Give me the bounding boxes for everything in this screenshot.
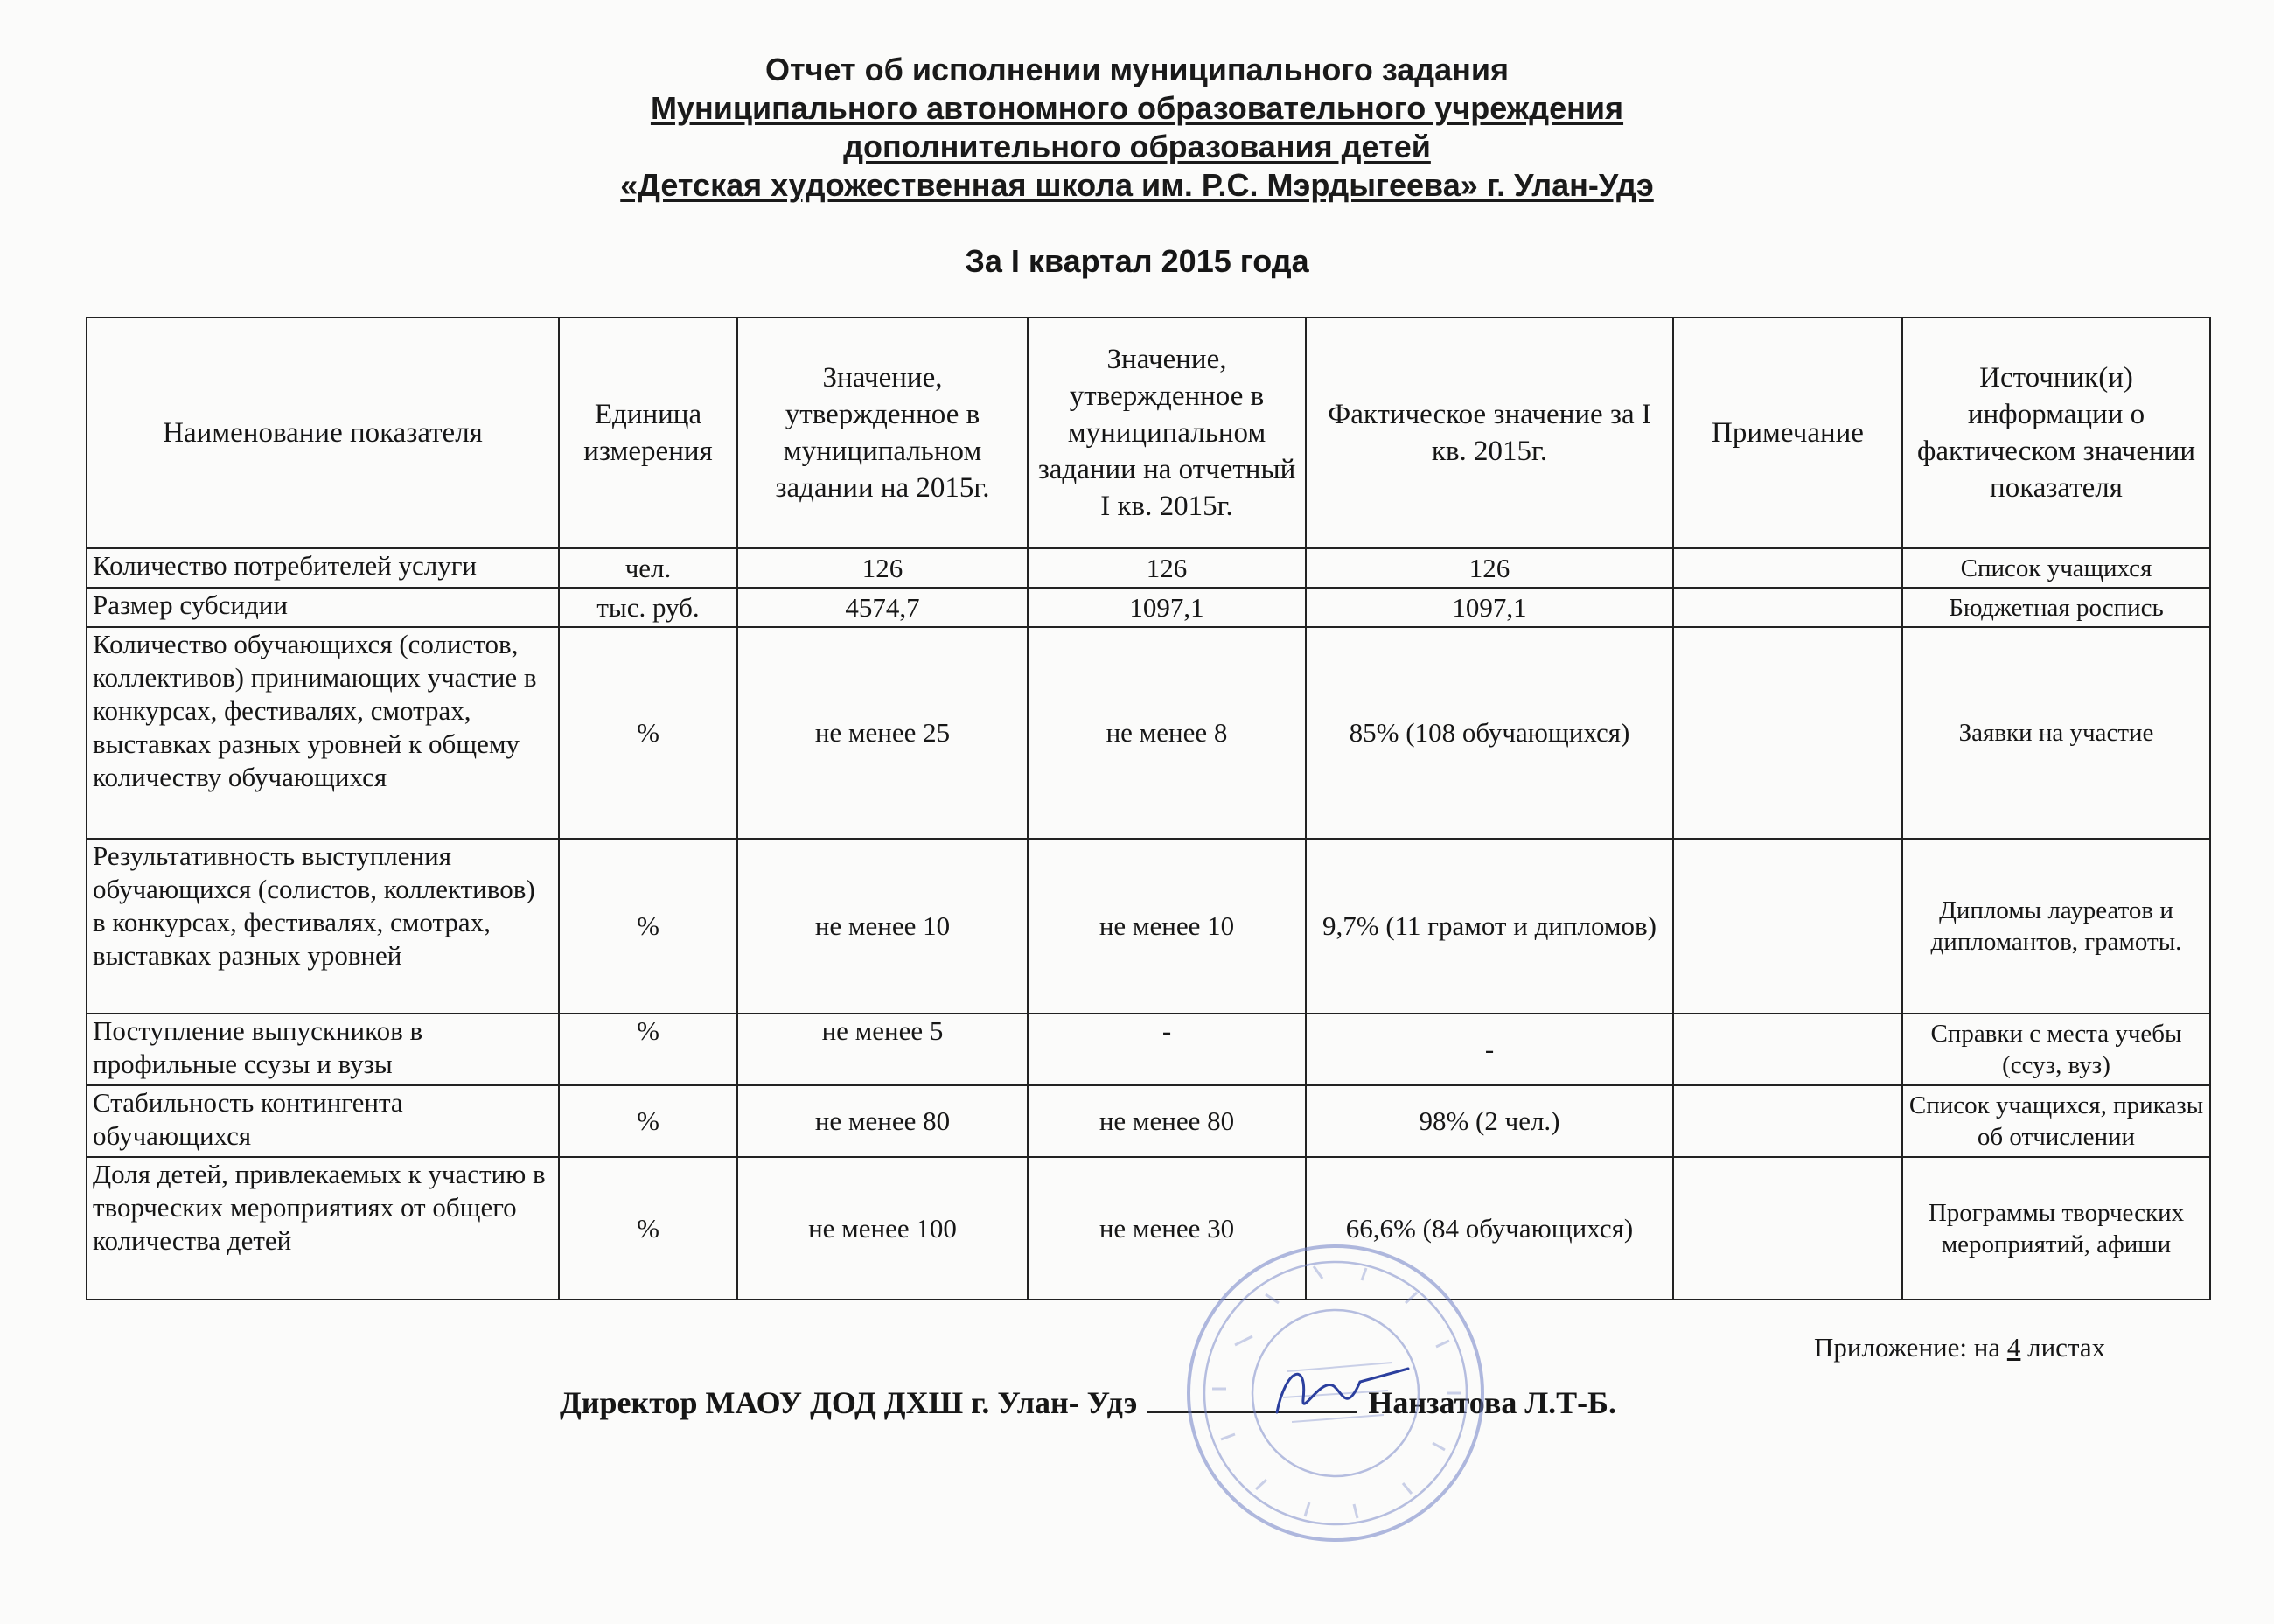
cell-name: Доля детей, привлекаемых к участию в творческих мероприятиях от общего количества детей [87,1157,559,1300]
cell-year: не менее 100 [737,1157,1028,1300]
cell-note [1673,1014,1902,1085]
report-period: За I квартал 2015 года [965,243,1309,279]
cell-source: Дипломы лауреатов и дипломантов, грамоты. [1902,839,2210,1014]
title-line-1: Отчет об исполнении муниципального задания [764,52,1510,87]
col-header-name: Наименование показателя [87,317,559,548]
cell-unit: % [559,627,737,839]
col-header-year-value: Значение, утвержденное в муниципальном задании на 2015г. [737,317,1028,548]
cell-quarter: 1097,1 [1028,588,1306,627]
cell-note [1673,548,1902,588]
cell-note [1673,588,1902,627]
cell-quarter: не менее 80 [1028,1085,1306,1157]
cell-note [1673,1157,1902,1300]
cell-quarter: не менее 10 [1028,839,1306,1014]
cell-actual: - [1306,1014,1673,1085]
cell-name: Размер субсидии [87,588,559,627]
cell-actual: 9,7% (11 грамот и дипломов) [1306,839,1673,1014]
col-header-quarter-value: Значение, утвержденное в муниципальном задании на отчетный I кв. 2015г. [1028,317,1306,548]
cell-unit: % [559,1014,737,1085]
title-line-3: дополнительного образования детей [843,129,1431,164]
appendix-prefix: Приложение: на [1814,1332,2007,1363]
cell-note [1673,627,1902,839]
cell-name: Результативность выступления обучающихся (солистов, коллективов) в конкурсах, фестивалях, смотрах, выставках разных уровней [87,839,559,1014]
cell-actual: 1097,1 [1306,588,1673,627]
table-row [87,1157,2210,1300]
cell-quarter: 126 [1028,548,1306,588]
cell-name: Количество обучающихся (солистов, коллективов) принимающих участие в конкурсах, фестивалях, смотрах, выставках разных уровней к общему количеству обучающихся [87,627,559,839]
col-header-unit: Единица измерения [559,317,737,548]
indicators-table [86,317,2211,1300]
cell-note [1673,839,1902,1014]
table-row [87,588,2210,627]
cell-year: 126 [737,548,1028,588]
table-row [87,839,2210,1014]
report-title [0,51,2274,205]
cell-quarter: - [1028,1014,1306,1085]
cell-name: Количество потребителей услуги [87,548,559,588]
col-header-note: Примечание [1673,317,1902,548]
cell-unit: тыс. руб. [559,588,737,627]
director-signature [1259,1351,1417,1430]
director-title: Директор МАОУ ДОД ДХШ г. Улан- Удэ [560,1385,1138,1420]
director-name: Нанзатова Л.Т-Б. [1368,1385,1616,1420]
cell-name: Стабильность контингента обучающихся [87,1085,559,1157]
table-row [87,548,2210,588]
cell-year: не менее 5 [737,1014,1028,1085]
cell-quarter: не менее 30 [1028,1157,1306,1300]
table-row [87,1014,2210,1085]
cell-source: Заявки на участие [1902,627,2210,839]
col-header-actual-value: Фактическое значение за I кв. 2015г. [1306,317,1673,548]
appendix-suffix: листах [2020,1332,2106,1363]
table-header-row [87,317,2210,548]
cell-year: не менее 25 [737,627,1028,839]
cell-quarter: не менее 8 [1028,627,1306,839]
cell-actual: 85% (108 обучающихся) [1306,627,1673,839]
table-row [87,1085,2210,1157]
cell-unit: % [559,1085,737,1157]
title-line-2: Муниципального автономного образовательного учреждения [650,90,1624,126]
appendix-count: 4 [2006,1332,2021,1363]
cell-unit: % [559,1157,737,1300]
cell-source: Программы творческих мероприятий, афиши [1902,1157,2210,1300]
title-line-4: «Детская художественная школа им. Р.С. Мэрдыгеева» г. Улан-Удэ [620,167,1654,203]
cell-source: Бюджетная роспись [1902,588,2210,627]
cell-actual: 98% (2 чел.) [1306,1085,1673,1157]
table-row [87,627,2210,839]
appendix-note [1814,1332,2105,1363]
cell-year: не менее 10 [737,839,1028,1014]
cell-year: 4574,7 [737,588,1028,627]
cell-name: Поступление выпускников в профильные ссузы и вузы [87,1014,559,1085]
cell-source: Справки с места учебы (ссуз, вуз) [1902,1014,2210,1085]
cell-source: Список учащихся [1902,548,2210,588]
cell-note [1673,1085,1902,1157]
cell-unit: % [559,839,737,1014]
cell-actual: 126 [1306,548,1673,588]
cell-actual: 66,6% (84 обучающихся) [1306,1157,1673,1300]
cell-unit: чел. [559,548,737,588]
cell-source: Список учащихся, приказы об отчислении [1902,1085,2210,1157]
cell-year: не менее 80 [737,1085,1028,1157]
col-header-source: Источник(и) информации о фактическом значении показателя [1902,317,2210,548]
